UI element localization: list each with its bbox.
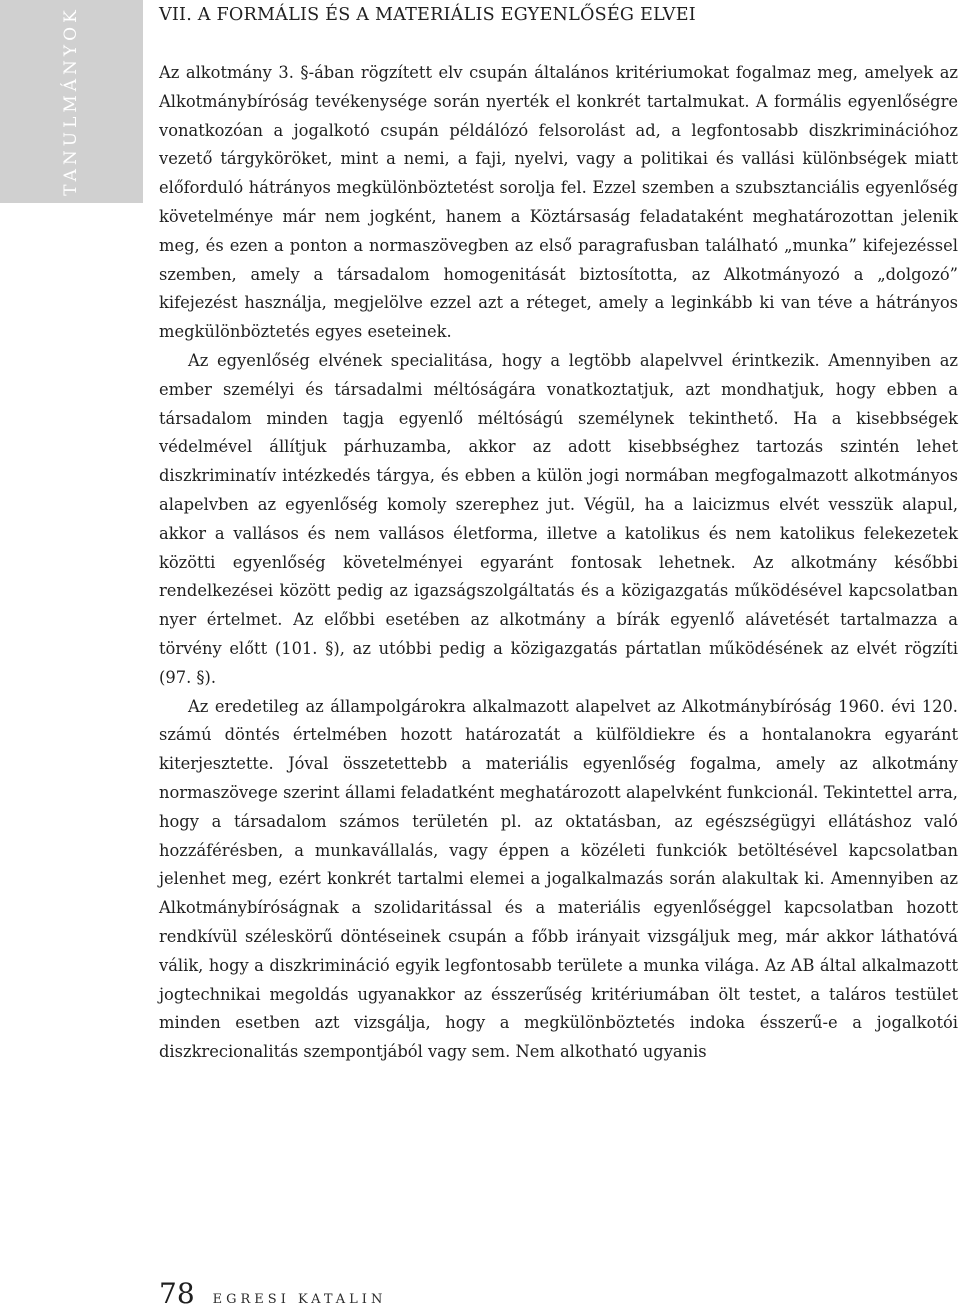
running-author: EGRESI KATALIN xyxy=(212,1292,387,1307)
page-number: 78 xyxy=(159,1277,195,1310)
body-text xyxy=(159,59,958,1067)
section-tab-label: TANULMÁNYOK xyxy=(61,6,81,196)
paragraph-1: Az alkotmány 3. §-ában rögzített elv csupán általános kritériumokat fogalmaz meg, amelyek az Alkotmánybíróság tevékenysége során nyerték el konkrét tartalmukat. A formális egyenlőségre vonatkozóan a jogalkotó csupán példálózó felsorolást ad, a legfontosabb diszkriminációhoz vezető tárgyköröket, mint a nemi, a faji, nyelvi, vagy a politikai és vallási különbségek miatt előforduló hátrányos megkülönböztetést sorolja fel. Ezzel szemben a szubsztanciális egyenlőség követelménye már nem jogként, hanem a Köztársaság feladataként meghatározottan jelenik meg, és ezen a ponton a normaszövegben az első paragrafusban található „munka” kifejezéssel szemben, amely a társadalom homogenitását biztosította, az Alkotmányozó a „dolgozó” kifejezést használja, megjelölve ezzel azt a réteget, amely a leginkább ki van téve a hátrányos megkülönböztetés egyes eseteinek. xyxy=(159,63,958,342)
paragraph-2: Az egyenlőség elvének specialitása, hogy a legtöbb alapelvvel érintkezik. Amennyiben az ember személyi és társadalmi méltóságára vonatkoztatjuk, azt mondhatjuk, hogy ebben a társadalom minden tagja egyenlő méltóságú személynek tekinthető. Ha a kisebbségek védelmével állítjuk párhuzamba, akkor az adott kisebbséghez tartozás szintén lehet diszkriminatív intézkedés tárgya, és ebben a külön jogi normában megfogalmazott alkotmányos alapelvben az egyenlőség komoly szerephez jut. Végül, ha a laicizmus elvét vesszük alapul, akkor a vallásos és nem vallásos életforma, illetve a katolikus és nem katolikus felekezetek közötti egyenlőség követelményei egyaránt fontosak lehetnek. Az alkotmány későbbi rendelkezései között pedig az igazságszolgáltatás és a közigazgatás működésével kapcsolatban nyer értelmet. Az előbbi esetében az alkotmány a bírák egyenlő alávetését tartalmazza a törvény előtt (101. §), az utóbbi pedig a közigazgatás pártatlan működésének az elvét rögzíti (97. §). xyxy=(159,350,958,687)
paragraph-3: Az eredetileg az állampolgárokra alkalmazott alapelvet az Alkotmánybíróság 1960. évi 120. számú döntés értelmében hozott határozatát a külföldiekre és a hontalanokra egyaránt kiterjesztette. Jóval összetettebb a materiális egyenlőség fogalma, amely az alkotmány normaszövege szerint állami feladatként meghatározott alapelvként funkcionál. Tekintettel arra, hogy a társadalom számos területén pl. az oktatásban, az egészségügyi ellátáshoz való hozzáférésben, a munkavállalás, vagy éppen a közéleti funkciók betöltésével kapcsolatban jelenhet meg, ezért konkrét tartalmi elemei a jogalkalmazás során alakultak ki. Amennyiben az Alkotmánybíróságnak a szolidaritással és a materiális egyenlőséggel kapcsolatban hozott rendkívül széleskörű döntéseinek csupán a főbb irányait vizsgáljuk meg, már akkor láthatóvá válik, hogy a diszkrimináció egyik legfontosabb területe a munka világa. Az AB által alkalmazott jogtechnikai megoldás ugyanakkor az ésszerűség kritériumában ölt testet, a taláros testület minden esetben azt vizsgálja, hogy a megkülönböztetés indoka ésszerű-e a jogalkotói diszkrecionalitás szempontjából vagy sem. Nem alkotható ugyanis xyxy=(159,696,958,1062)
chapter-heading: VII. A FORMÁLIS ÉS A MATERIÁLIS EGYENLŐSÉG ELVEI xyxy=(159,5,696,25)
section-tab xyxy=(0,0,143,203)
